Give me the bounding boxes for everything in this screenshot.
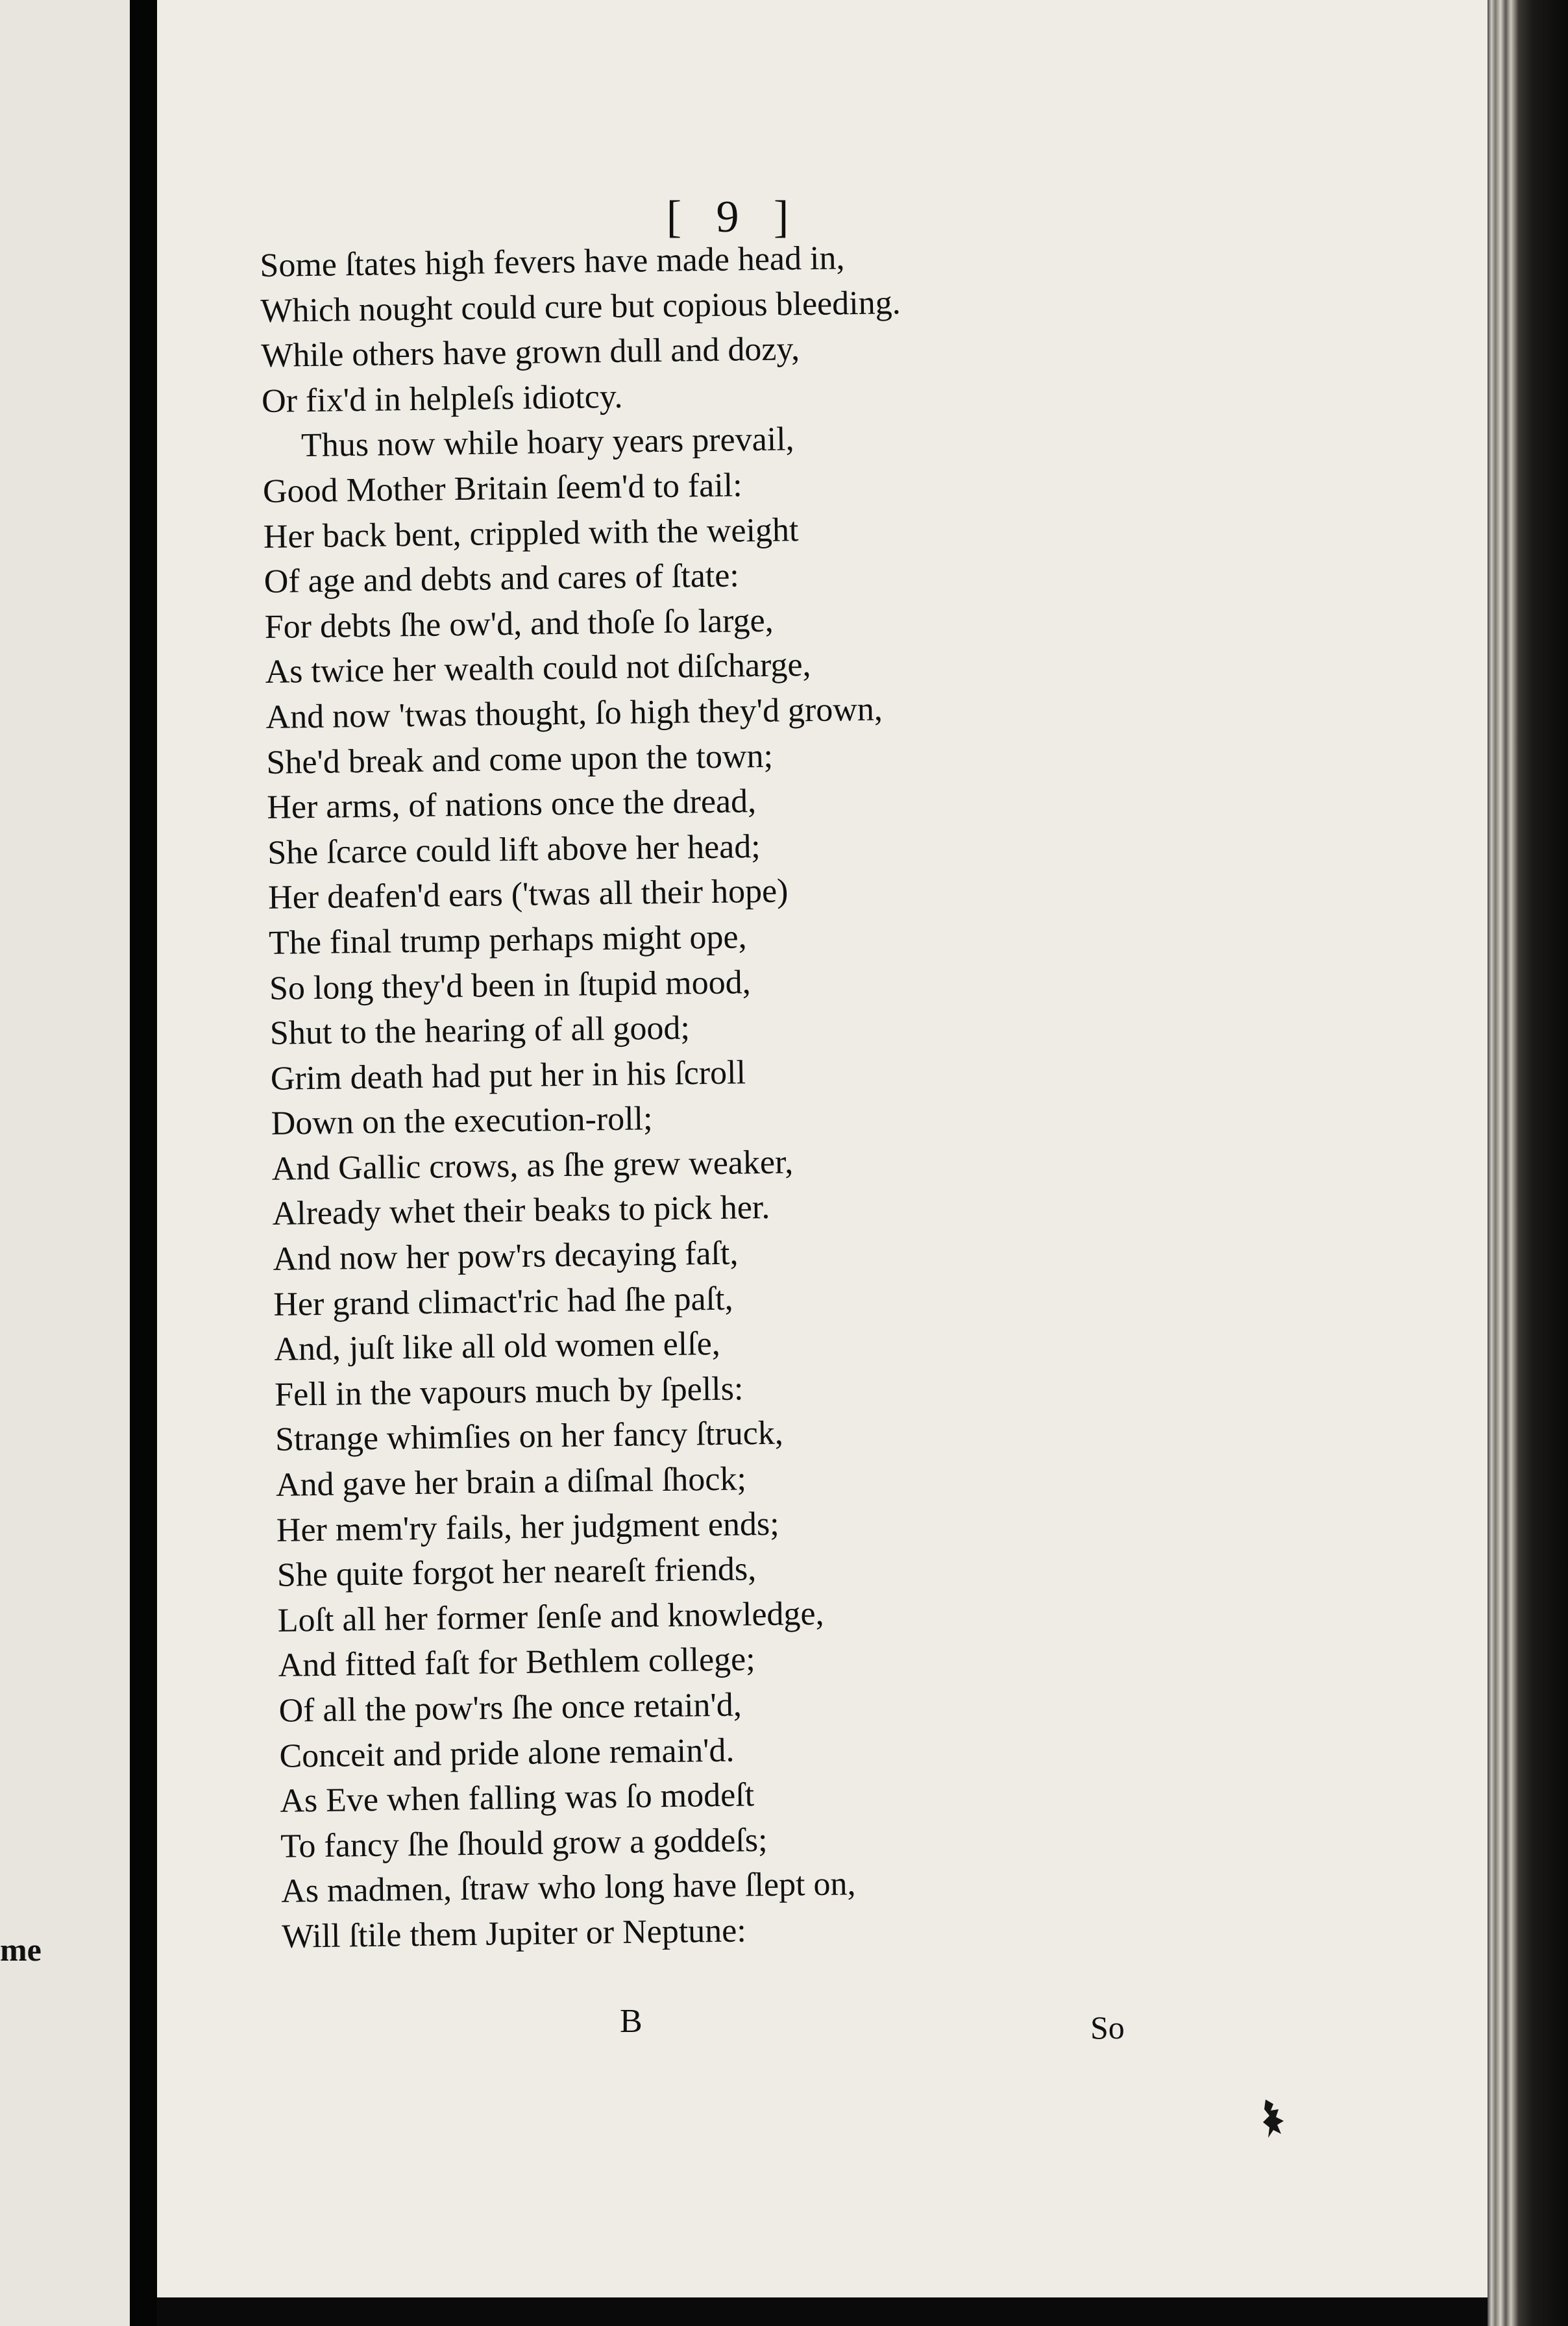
poem-line: As madmen, ſtraw who long have ſlept on, [280, 1865, 856, 1911]
poem-line: Strange whimſies on her fancy ſtruck, [275, 1415, 784, 1459]
poem-line: Will ſtile them Jupiter or Neptune: [281, 1912, 747, 1955]
poem-line: And now her pow'rs decaying faſt, [273, 1234, 739, 1278]
poem-text [260, 232, 1126, 1959]
poem-line: And now 'twas thought, ſo high they'd grown, [265, 691, 883, 736]
poem-line: And Gallic crows, as ſhe grew weaker, [271, 1144, 794, 1188]
signature-mark: B [620, 2003, 643, 2040]
poem-line: Loſt all her former ſenſe and knowledge, [277, 1595, 824, 1639]
ink-blot-mark [1259, 2096, 1292, 2142]
poem-line: And, juſt like all old women elſe, [273, 1325, 721, 1369]
poem-line: Thus now while hoary years prevail, [300, 421, 794, 465]
poem-line: Of all the pow'rs ſhe once retain'd, [278, 1686, 742, 1730]
poem-line: As Eve when falling was ſo modeſt [280, 1776, 755, 1820]
poem-line: Already whet their beaks to pick her. [272, 1189, 770, 1233]
poem-line: Her back bent, crippled with the weight [263, 511, 799, 556]
poem-line: So long they'd been in ſtupid mood, [269, 963, 752, 1007]
poem-line: Her mem'ry fails, her judgment ends; [276, 1505, 779, 1549]
poem-line: Fell in the vapours much by ſpells: [274, 1370, 744, 1414]
book-gutter [130, 0, 157, 2326]
poem-line: She'd break and come upon the town; [266, 737, 774, 781]
poem-line: For debts ſhe ow'd, and thoſe ſo large, [264, 602, 774, 646]
poem-line: Her grand climact'ric had ſhe paſt, [273, 1280, 733, 1323]
poem-line: Her arms, of nations once the dread, [267, 783, 757, 827]
poem-line: Grim death had put her in his ſcroll [270, 1053, 746, 1097]
poem-line: As twice her wealth could not diſcharge, [265, 646, 811, 691]
poem-line: Or fix'd in helpleſs idiotcy. [261, 378, 623, 420]
poem-line: Which nought could cure but copious bleeding. [260, 284, 901, 330]
poem-line: She ſcarce could lift above her head; [267, 827, 761, 872]
poem-line: Of age and debts and cares of ſtate: [263, 557, 740, 601]
poem-line: And fitted faſt for Bethlem college; [278, 1641, 755, 1685]
poem-line: Some ſtates high fevers have made head in, [260, 239, 845, 284]
facing-page-edge [0, 0, 130, 2326]
page-number: [ 9 ] [666, 192, 801, 242]
poem-line: Down on the execution-roll; [271, 1100, 653, 1143]
poem-line: To fancy ſhe ſhould grow a goddeſs; [280, 1821, 768, 1865]
poem-line: While others have grown dull and dozy, [260, 330, 800, 375]
poem-line: She quite forgot her neareſt friends, [276, 1550, 757, 1595]
poem-line: Her deafen'd ears ('twas all their hope) [267, 872, 789, 917]
poem-line: Shut to the hearing of all good; [269, 1009, 691, 1052]
poem-line: Good Mother Britain ſeem'd to fail: [262, 467, 742, 510]
poem-line: The final trump perhaps might ope, [268, 918, 747, 962]
facing-page-text-fragment: me [0, 1931, 42, 1968]
catchword: So [1090, 2009, 1125, 2046]
poem-line: Conceit and pride alone remain'd. [279, 1732, 735, 1775]
poem-line: And gave her brain a diſmal ſhock; [275, 1460, 747, 1504]
page-stack-edge [1488, 0, 1568, 2326]
